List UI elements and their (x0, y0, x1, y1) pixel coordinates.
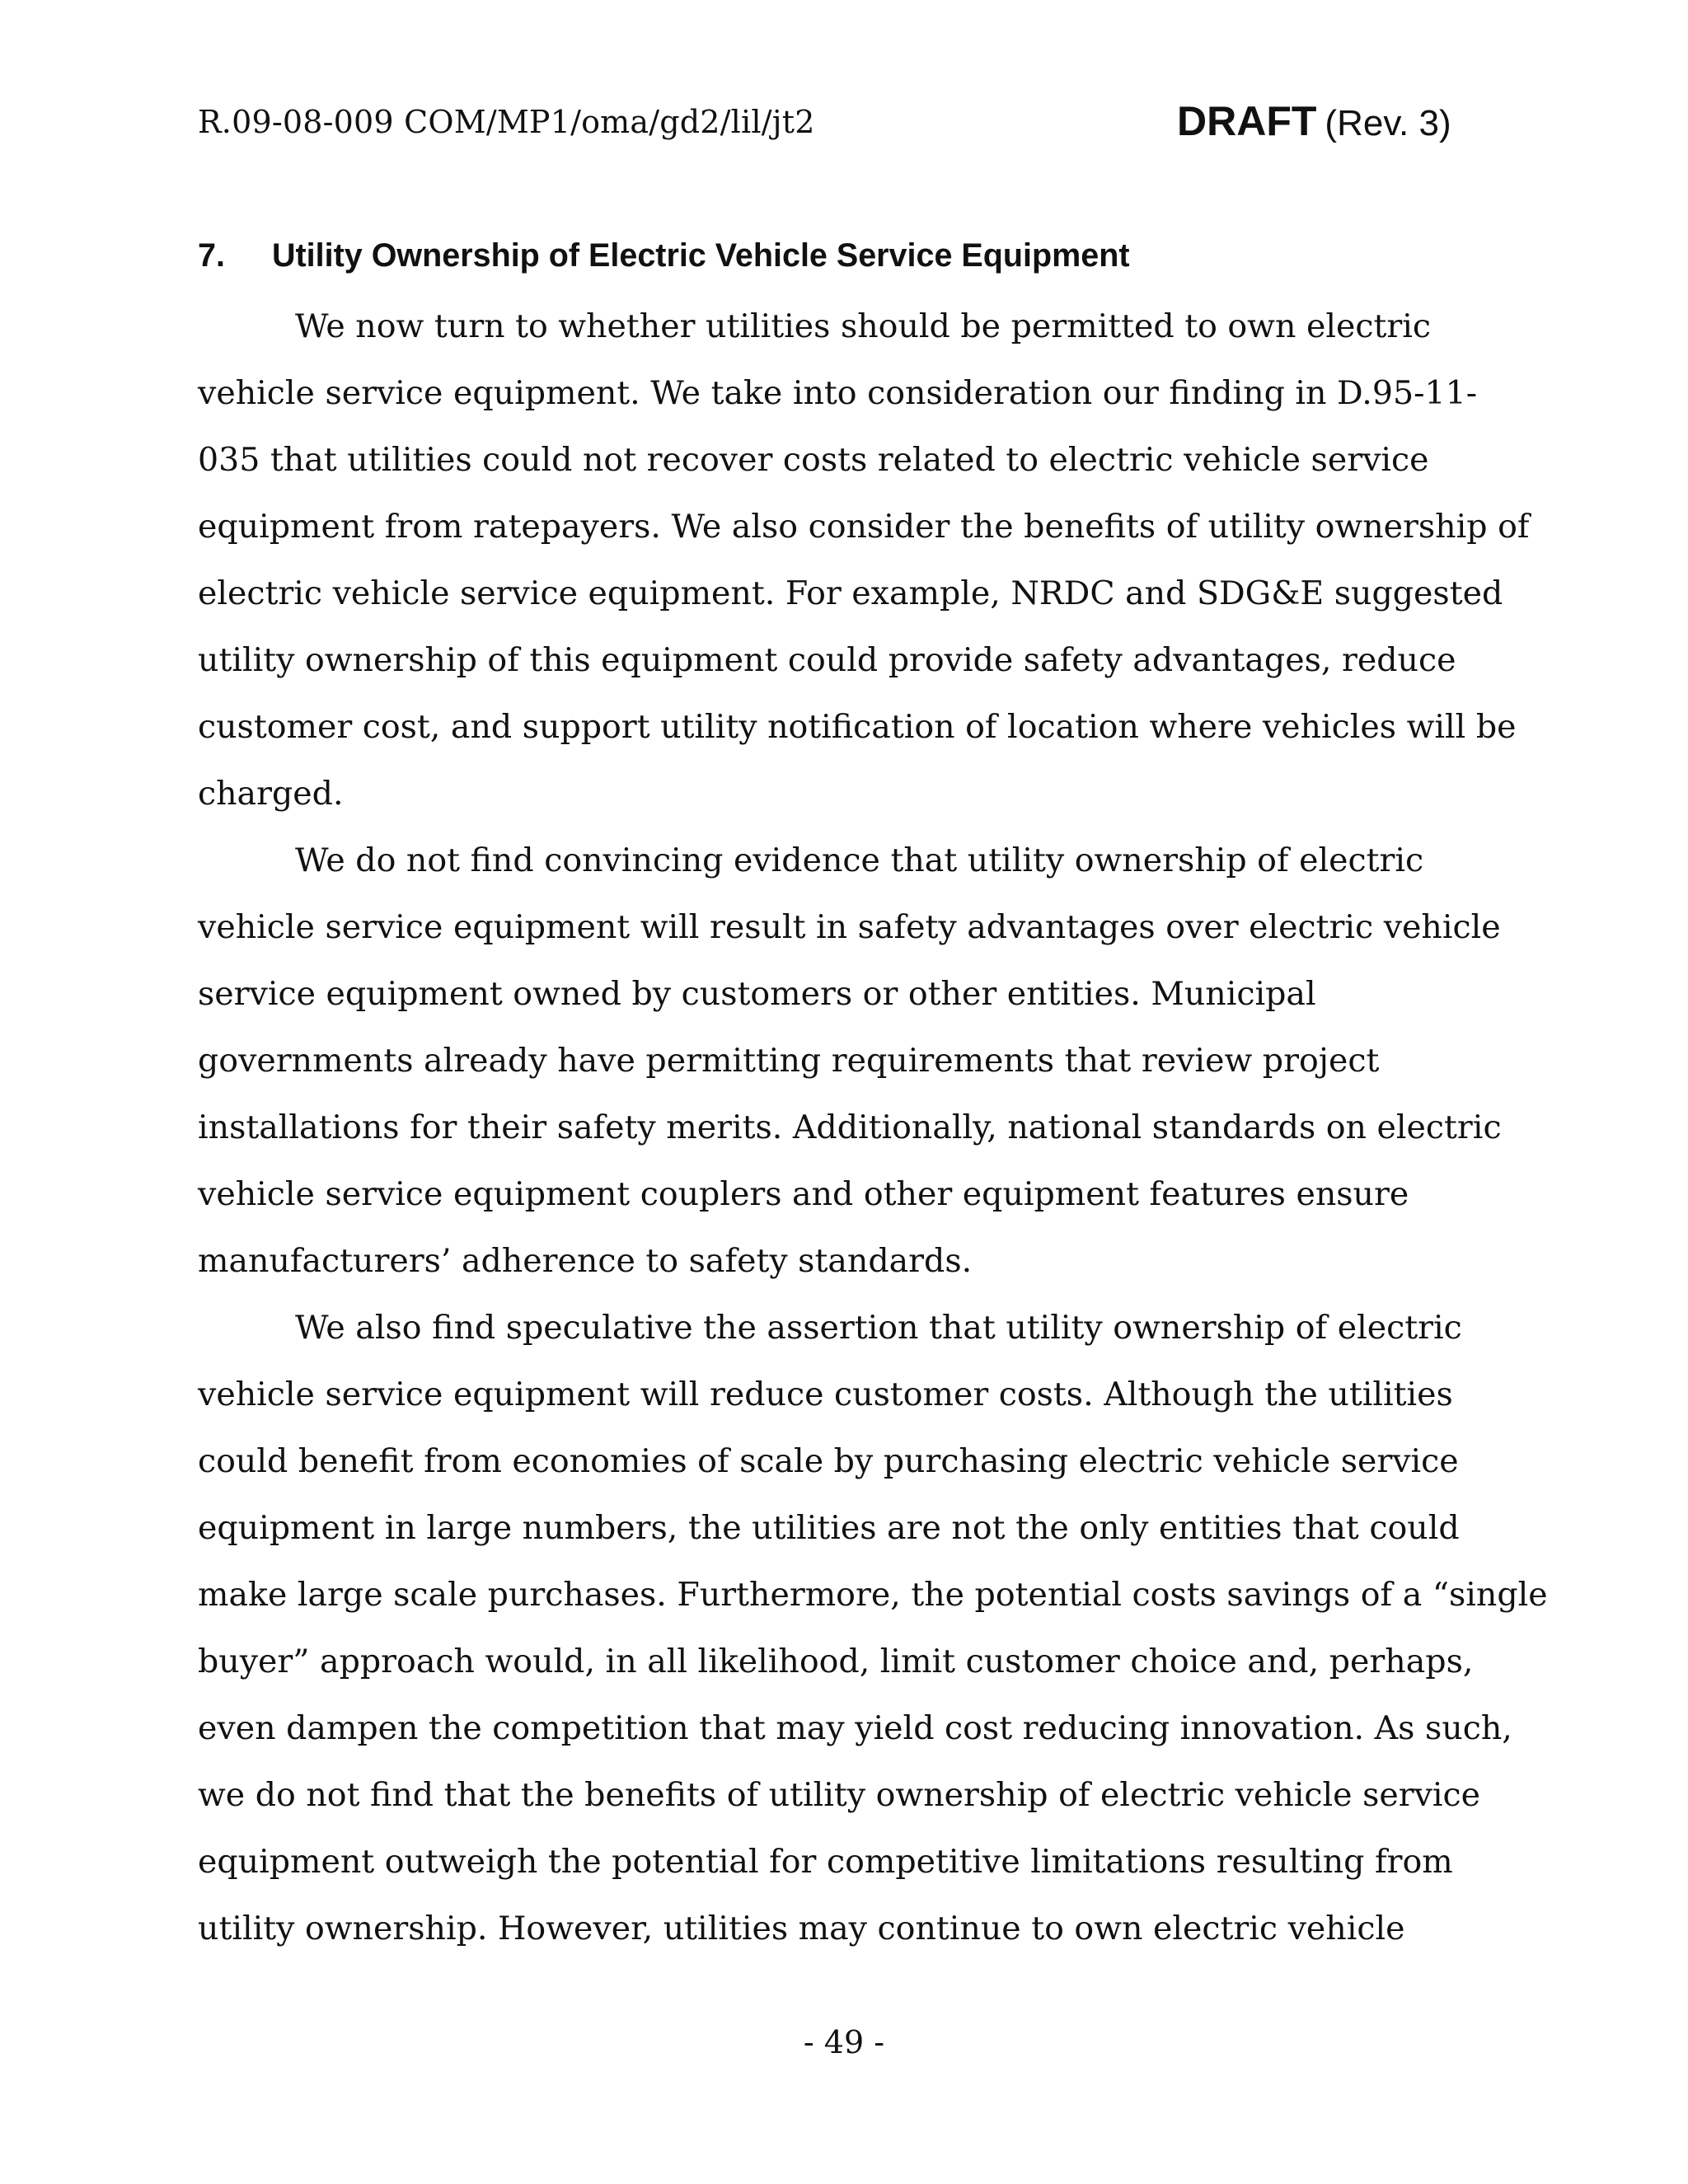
text-line: 035 that utilities could not recover costs related to electric vehicle service (198, 441, 1429, 479)
text-line: buyer” approach would, in all likelihood, limit customer choice and, perhaps, (198, 1643, 1474, 1680)
text-line: could benefit from economies of scale by purchasing electric vehicle service (198, 1442, 1459, 1480)
revision-label: (Rev. 3) (1325, 103, 1451, 143)
text-line: vehicle service equipment will reduce customer costs. Although the utilities (198, 1376, 1453, 1413)
draft-label: DRAFT (1177, 98, 1317, 144)
paragraph-2 (198, 827, 1500, 1295)
text-line: vehicle service equipment will result in safety advantages over electric vehicle (198, 908, 1501, 946)
text-line: electric vehicle service equipment. For example, NRDC and SDG&E suggested (198, 574, 1503, 612)
text-line: equipment in large numbers, the utilities are not the only entities that could (198, 1509, 1460, 1547)
text-line: utility ownership of this equipment could provide safety advantages, reduce (198, 641, 1456, 679)
section-number: 7. (198, 237, 225, 274)
text-line: governments already have permitting requirements that review project (198, 1042, 1380, 1080)
text-line: We now turn to whether utilities should be permitted to own electric (295, 307, 1432, 345)
body-text (198, 293, 1548, 1962)
text-line: utility ownership. However, utilities may continue to own electric vehicle (198, 1910, 1405, 1947)
draft-header (1177, 97, 1451, 145)
text-line: we do not find that the benefits of utility ownership of electric vehicle service (198, 1776, 1481, 1814)
text-line: equipment outweigh the potential for competitive limitations resulting from (198, 1843, 1453, 1881)
text-line: installations for their safety merits. Additionally, national standards on electric (198, 1108, 1502, 1146)
text-line: manufacturers’ adherence to safety standards. (198, 1242, 973, 1280)
text-line: even dampen the competition that may yield cost reducing innovation. As such, (198, 1709, 1512, 1747)
docket-header: R.09-08-009 COM/MP1/oma/gd2/lil/jt2 (198, 104, 815, 140)
text-line: service equipment owned by customers or other entities. Municipal (198, 975, 1316, 1013)
paragraph-1 (198, 293, 1530, 827)
text-line: We also find speculative the assertion that utility ownership of electric (295, 1309, 1462, 1347)
text-line: customer cost, and support utility notification of location where vehicles will be (198, 708, 1517, 746)
text-line: charged. (198, 775, 344, 813)
text-line: make large scale purchases. Furthermore, the potential costs savings of a “single (198, 1576, 1548, 1614)
text-line: vehicle service equipment couplers and other equipment features ensure (198, 1175, 1409, 1213)
paragraph-3 (198, 1295, 1548, 1962)
text-line: vehicle service equipment. We take into consideration our finding in D.95-11- (198, 374, 1478, 412)
text-line: We do not find convincing evidence that utility ownership of electric (295, 841, 1424, 879)
section-title: Utility Ownership of Electric Vehicle Service Equipment (272, 237, 1130, 274)
section-heading (198, 237, 1129, 274)
text-line: equipment from ratepayers. We also consider the benefits of utility ownership of (198, 508, 1530, 546)
page-number: - 49 - (803, 2024, 885, 2060)
